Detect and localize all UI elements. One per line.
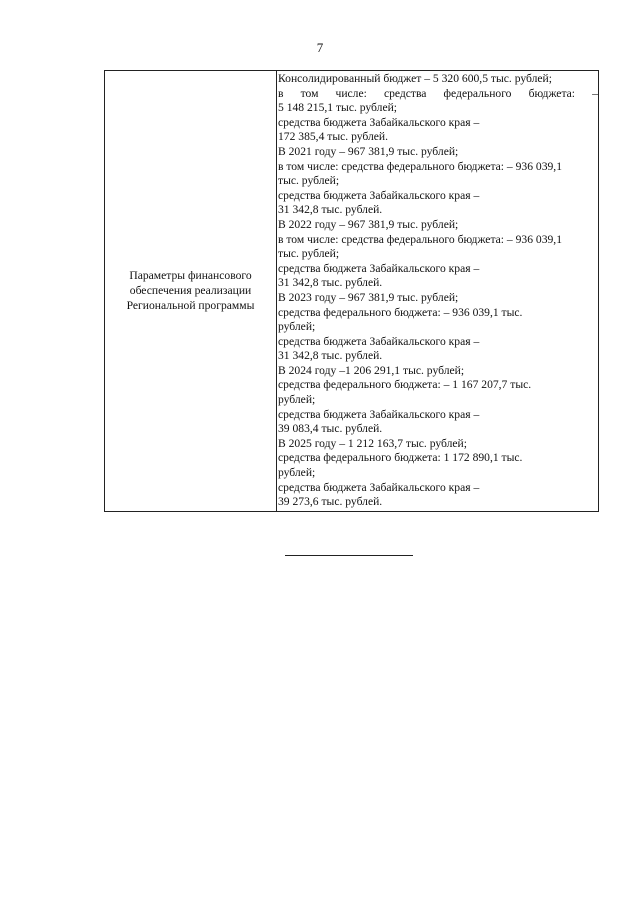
justified-word: бюджета: <box>528 86 576 100</box>
budget-text-line: средства бюджета Забайкальского края – <box>278 261 480 275</box>
budget-text-line: рублей; <box>278 320 316 334</box>
budget-text-line: 172 385,4 тыс. рублей. <box>278 130 389 144</box>
justified-word: федерального <box>443 86 512 100</box>
budget-text-line: средства бюджета Забайкальского края – <box>278 115 480 129</box>
signature-divider-line <box>285 555 413 556</box>
parameter-label-line: Региональной программы <box>126 299 255 313</box>
year-2022-line: В 2022 году – 967 381,9 тыс. рублей; <box>278 217 459 231</box>
budget-text-line: 39 273,6 тыс. рублей. <box>278 495 383 509</box>
year-2023-line: В 2023 году – 967 381,9 тыс. рублей; <box>278 290 459 304</box>
budget-text-line: тыс. рублей; <box>278 247 340 261</box>
budget-text-line: средства федерального бюджета: 1 172 890,1 тыс. <box>278 451 523 465</box>
justified-word: том <box>300 86 319 100</box>
budget-text-line: средства бюджета Забайкальского края – <box>278 188 480 202</box>
justified-word: средства <box>383 86 427 100</box>
justified-federal-budget-line <box>278 87 598 102</box>
budget-text-line: тыс. рублей; <box>278 174 340 188</box>
budget-text-line: 31 342,8 тыс. рублей. <box>278 203 383 217</box>
justified-word: – <box>592 86 598 100</box>
consolidated-budget-line: Консолидированный бюджет – 5 320 600,5 тыс. рублей; <box>278 72 552 85</box>
budget-text-line: 31 342,8 тыс. рублей. <box>278 276 383 290</box>
table-row <box>105 71 599 512</box>
budget-text-line: средства федерального бюджета: – 1 167 207,7 тыс. <box>278 378 532 392</box>
parameter-label-cell <box>105 71 277 512</box>
budget-text-line: рублей; <box>278 466 316 480</box>
year-2021-line: В 2021 году – 967 381,9 тыс. рублей; <box>278 144 459 158</box>
budget-text-line: средства бюджета Забайкальского края – <box>278 407 480 421</box>
budget-text-line: 31 342,8 тыс. рублей. <box>278 349 383 363</box>
budget-text-line: средства бюджета Забайкальского края – <box>278 480 480 494</box>
justified-word: в <box>278 86 284 100</box>
year-2024-line: В 2024 году –1 206 291,1 тыс. рублей; <box>278 363 465 377</box>
budget-text-line: рублей; <box>278 393 316 407</box>
budget-text-line: средства федерального бюджета: – 936 039,1 тыс. <box>278 305 523 319</box>
parameter-label-line: обеспечения реализации <box>129 284 252 298</box>
year-2025-line: В 2025 году – 1 212 163,7 тыс. рублей; <box>278 436 467 450</box>
budget-text-line: в том числе: средства федерального бюджета: – 936 039,1 <box>278 232 562 246</box>
justified-word: числе: <box>335 86 367 100</box>
budget-text-line: 39 083,4 тыс. рублей. <box>278 422 383 436</box>
parameter-label-line: Параметры финансового <box>129 269 252 283</box>
budget-text-line: 5 148 215,1 тыс. рублей; <box>278 101 398 115</box>
budget-text-line: в том числе: средства федерального бюджета: – 936 039,1 <box>278 159 562 173</box>
budget-text-line: средства бюджета Забайкальского края – <box>278 334 480 348</box>
financial-parameters-table <box>104 70 599 512</box>
parameter-value-cell <box>277 71 599 512</box>
page-number: 7 <box>316 40 324 55</box>
